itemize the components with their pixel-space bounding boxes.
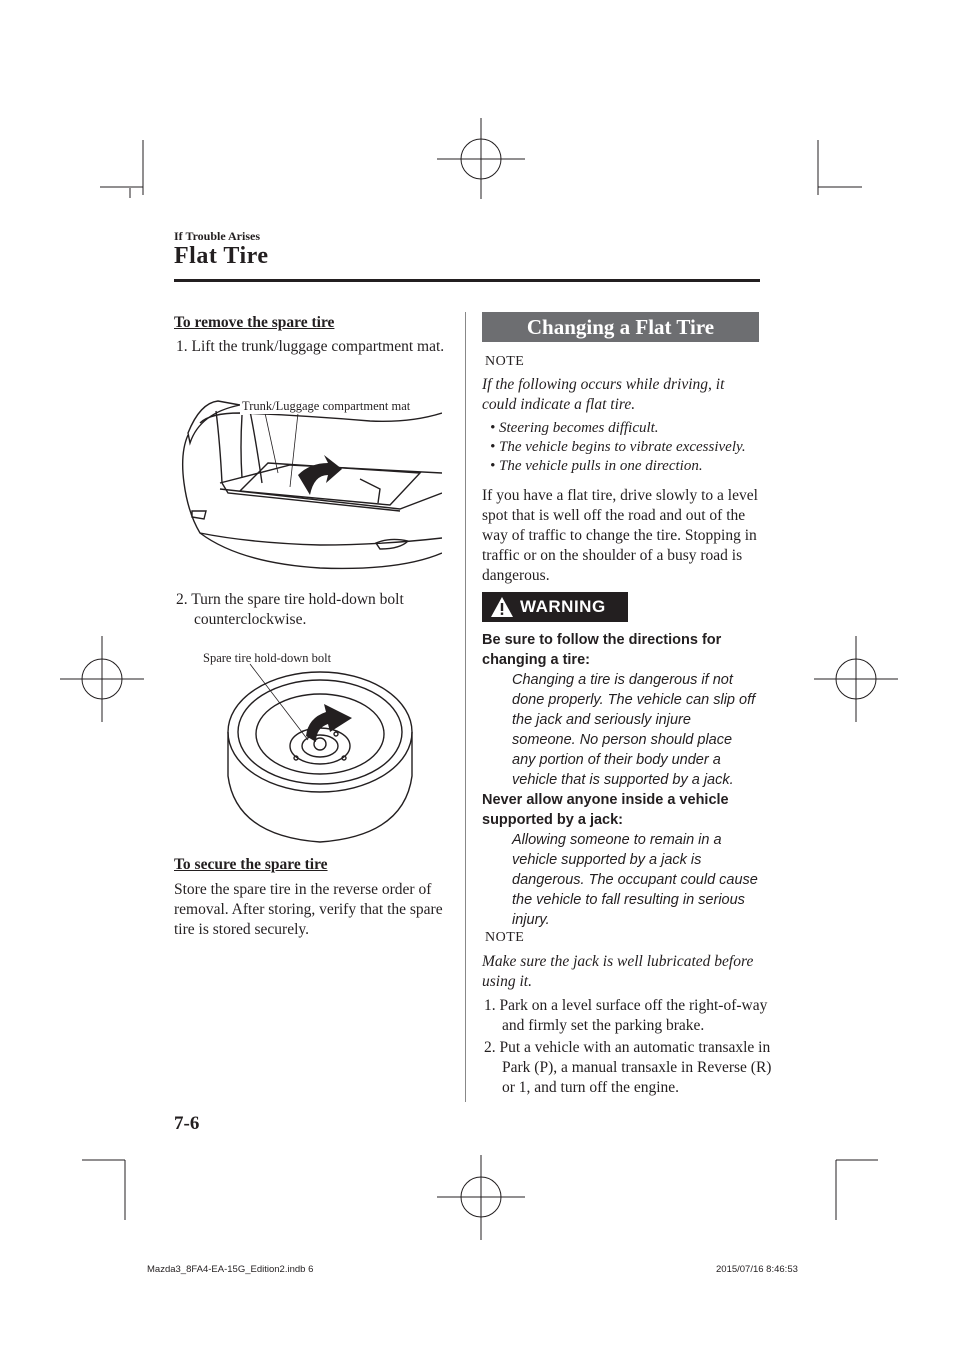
warning-label: WARNING	[520, 597, 606, 616]
remove-step-1: 1. Lift the trunk/luggage compartment mat.	[176, 338, 445, 355]
warning2-title: Never allow anyone inside a vehicle supported by a jack:	[482, 792, 729, 828]
spare-tire-illustration	[196, 646, 440, 856]
warning1-title: Be sure to follow the directions for changing a tire:	[482, 632, 722, 668]
symptom-text: The vehicle begins to vibrate excessively.	[499, 439, 746, 455]
trunk-mat-illustration	[180, 393, 442, 585]
secure-spare-heading: To secure the spare tire	[174, 856, 328, 873]
list-item: • Steering becomes difficult.	[490, 420, 659, 436]
warning-badge	[482, 592, 628, 622]
change-step-1: 1. Park on a level surface off the right-of-way and firmly set the parking brake.	[484, 997, 768, 1034]
symptom-text: Steering becomes difficult.	[499, 420, 659, 436]
column-divider	[465, 312, 466, 1102]
list-item: • The vehicle begins to vibrate excessively.	[490, 439, 746, 455]
note-text-2: Make sure the jack is well lubricated before using it.	[482, 953, 754, 990]
note-text: If the following occurs while driving, it could indicate a flat tire.	[482, 376, 725, 413]
page-number: 7-6	[174, 1113, 200, 1134]
warning-icon	[490, 596, 514, 618]
list-item: • The vehicle pulls in one direction.	[490, 458, 703, 474]
secure-spare-text: Store the spare tire in the reverse order of removal. After storing, verify that the spare tire is stored securely.	[174, 881, 443, 938]
section-label: If Trouble Arises	[174, 229, 261, 243]
warning2-text: Allowing someone to remain in a vehicle supported by a jack is dangerous. The occupant could cause the vehicle to fall resulting in serious injury.	[512, 832, 758, 928]
warning1-text: Changing a tire is dangerous if not done properly. The vehicle can slip off the jack and seriously injure someone. No person should place any portion of their body under a vehicle that is supported by a jack.	[512, 672, 756, 788]
note-label: NOTE	[485, 354, 525, 369]
page-title: Flat Tire	[174, 243, 269, 269]
file-info: Mazda3_8FA4-EA-15G_Edition2.indb 6	[147, 1264, 314, 1275]
header-rule	[174, 279, 760, 282]
note-label-2: NOTE	[485, 930, 525, 945]
symptom-text: The vehicle pulls in one direction.	[499, 458, 703, 474]
remove-step-2: 2. Turn the spare tire hold-down bolt counterclockwise.	[176, 591, 404, 628]
trunk-mat-callout: Trunk/Luggage compartment mat	[242, 399, 411, 413]
remove-spare-heading: To remove the spare tire	[174, 314, 335, 331]
hold-down-bolt-callout: Spare tire hold-down bolt	[203, 651, 332, 665]
flat-tire-intro: If you have a flat tire, drive slowly to a level spot that is well off the road and out of the way of traffic to change the tire. Stopping in traffic or on the shoulder of a busy road is dangerous.	[482, 487, 758, 584]
print-timestamp: 2015/07/16 8:46:53	[716, 1264, 798, 1275]
symptom-list	[482, 419, 758, 476]
change-step-2: 2. Put a vehicle with an automatic transaxle in Park (P), a manual transaxle in Reverse (R) or 1, and turn off the engine.	[484, 1039, 772, 1096]
section-banner: Changing a Flat Tire	[482, 312, 759, 342]
